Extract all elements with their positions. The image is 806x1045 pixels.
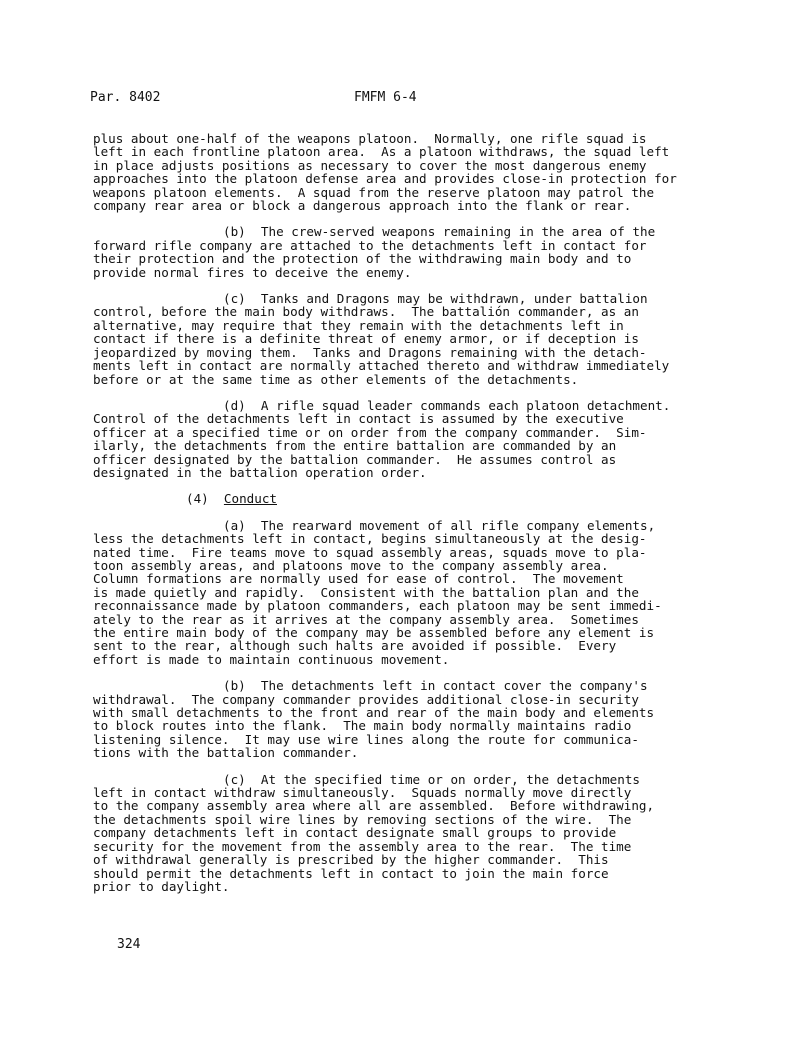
text-line: to the company assembly area where all are assembled. Before withdrawing, <box>93 798 655 814</box>
text-line: should permit the detachments left in contact to join the main force <box>93 865 609 881</box>
text-line: forward rifle company are attached to the detachments left in contact for <box>93 237 647 253</box>
text-line: toon assembly areas, and platoons move to the company assembly area. <box>93 557 609 573</box>
text-line: left in each frontline platoon area. As a platoon withdraws, the squad left <box>93 144 670 160</box>
text-line: the detachments spoil wire lines by removing sections of the wire. The <box>93 811 632 827</box>
text-line: effort is made to maintain continuous movement. <box>93 651 450 667</box>
text-line: ately to the rear as it arrives at the company assembly area. Sometimes <box>93 611 639 627</box>
text-line: left in contact withdraw simultaneously. Squads normally move directly <box>93 785 632 801</box>
text-line: weapons platoon elements. A squad from the reserve platoon may patrol the <box>93 184 655 200</box>
subparagraph-c <box>93 292 733 386</box>
text-line: their protection and the protection of the withdrawing main body and to <box>93 251 632 267</box>
text-line: Control of the detachments left in contact is assumed by the executive <box>93 411 624 427</box>
text-line: withdrawal. The company commander provides additional close-in security <box>93 691 639 707</box>
text-line: (b) The crew-served weapons remaining in the area of the <box>223 224 656 240</box>
subparagraph-b <box>93 679 733 759</box>
text-line: (c) At the specified time or on order, the detachments <box>223 771 641 787</box>
text-line: sent to the rear, although such halts are avoided if possible. Every <box>93 638 617 654</box>
text-line: in place adjusts positions as necessary to cover the most dangerous enemy <box>93 157 647 173</box>
text-line: contact if there is a definite threat of enemy armor, or if deception is <box>93 331 639 347</box>
section-number: (4) <box>186 491 209 507</box>
paragraph-continuation <box>93 132 733 212</box>
text-line: approaches into the platoon defense area and provides close-in protection for <box>93 171 677 187</box>
text-line: jeopardized by moving them. Tanks and Dragons remaining with the detach- <box>93 344 647 360</box>
text-line: listening silence. It may use wire lines along the route for communica- <box>93 731 639 747</box>
text-line: reconnaissance made by platoon commanders, each platoon may be sent immedi- <box>93 598 662 614</box>
text-line: (d) A rifle squad leader commands each platoon detachment. <box>223 397 671 413</box>
text-line: provide normal fires to deceive the enemy. <box>93 264 412 280</box>
subparagraph-c <box>93 773 733 894</box>
text-line: plus about one-half of the weapons platoon. Normally, one rifle squad is <box>93 131 647 146</box>
page-number: 324 <box>117 937 141 952</box>
subparagraph-b <box>93 225 733 279</box>
text-line: (b) The detachments left in contact cover the company's <box>223 678 648 694</box>
text-line: alternative, may require that they remain with the detachments left in <box>93 317 624 333</box>
text-line: is made quietly and rapidly. Consistent with the battalion plan and the <box>93 584 639 600</box>
text-line: to block routes into the flank. The main body normally maintains radio <box>93 718 632 734</box>
text-line: Column formations are normally used for ease of control. The movement <box>93 571 624 587</box>
text-line: security for the movement from the assembly area to the rear. The time <box>93 838 632 854</box>
text-line: (c) Tanks and Dragons may be withdrawn, under battalion <box>223 291 648 307</box>
text-line: designated in the battalion operation order. <box>93 464 427 480</box>
text-line: less the detachments left in contact, begins simultaneously at the desig- <box>93 531 647 547</box>
text-line: officer designated by the battalion commander. He assumes control as <box>93 451 617 467</box>
text-line: before or at the same time as other elements of the detachments. <box>93 371 579 387</box>
text-line: company rear area or block a dangerous approach into the flank or rear. <box>93 198 632 214</box>
section-heading <box>93 492 733 505</box>
text-line: control, before the main body withdraws. The battalión commander, as an <box>93 304 639 320</box>
text-line: tions with the battalion commander. <box>93 745 359 761</box>
subparagraph-d <box>93 399 733 479</box>
text-line: with small detachments to the front and rear of the main body and elements <box>93 705 655 721</box>
manual-designation: FMFM 6-4 <box>354 90 417 105</box>
section-title: Conduct <box>223 491 277 507</box>
text-line: prior to daylight. <box>93 878 230 894</box>
text-line: ilarly, the detachments from the entire battalion are commanded by an <box>93 438 617 454</box>
subparagraph-a <box>93 519 733 666</box>
text-line: company detachments left in contact designate small groups to provide <box>93 825 617 841</box>
body-text <box>93 132 733 906</box>
text-line: the entire main body of the company may be assembled before any element is <box>93 625 655 640</box>
text-line: ments left in contact are normally attached thereto and withdraw immediately <box>93 358 670 374</box>
paragraph-reference: Par. 8402 <box>90 90 161 105</box>
text-line: officer at a specified time or on order from the company commander. Sim- <box>93 424 647 440</box>
text-line: nated time. Fire teams move to squad assembly areas, squads move to pla- <box>93 544 647 560</box>
text-line: (a) The rearward movement of all rifle company elements, <box>223 517 656 533</box>
text-line: of withdrawal generally is prescribed by the higher commander. This <box>93 852 609 868</box>
